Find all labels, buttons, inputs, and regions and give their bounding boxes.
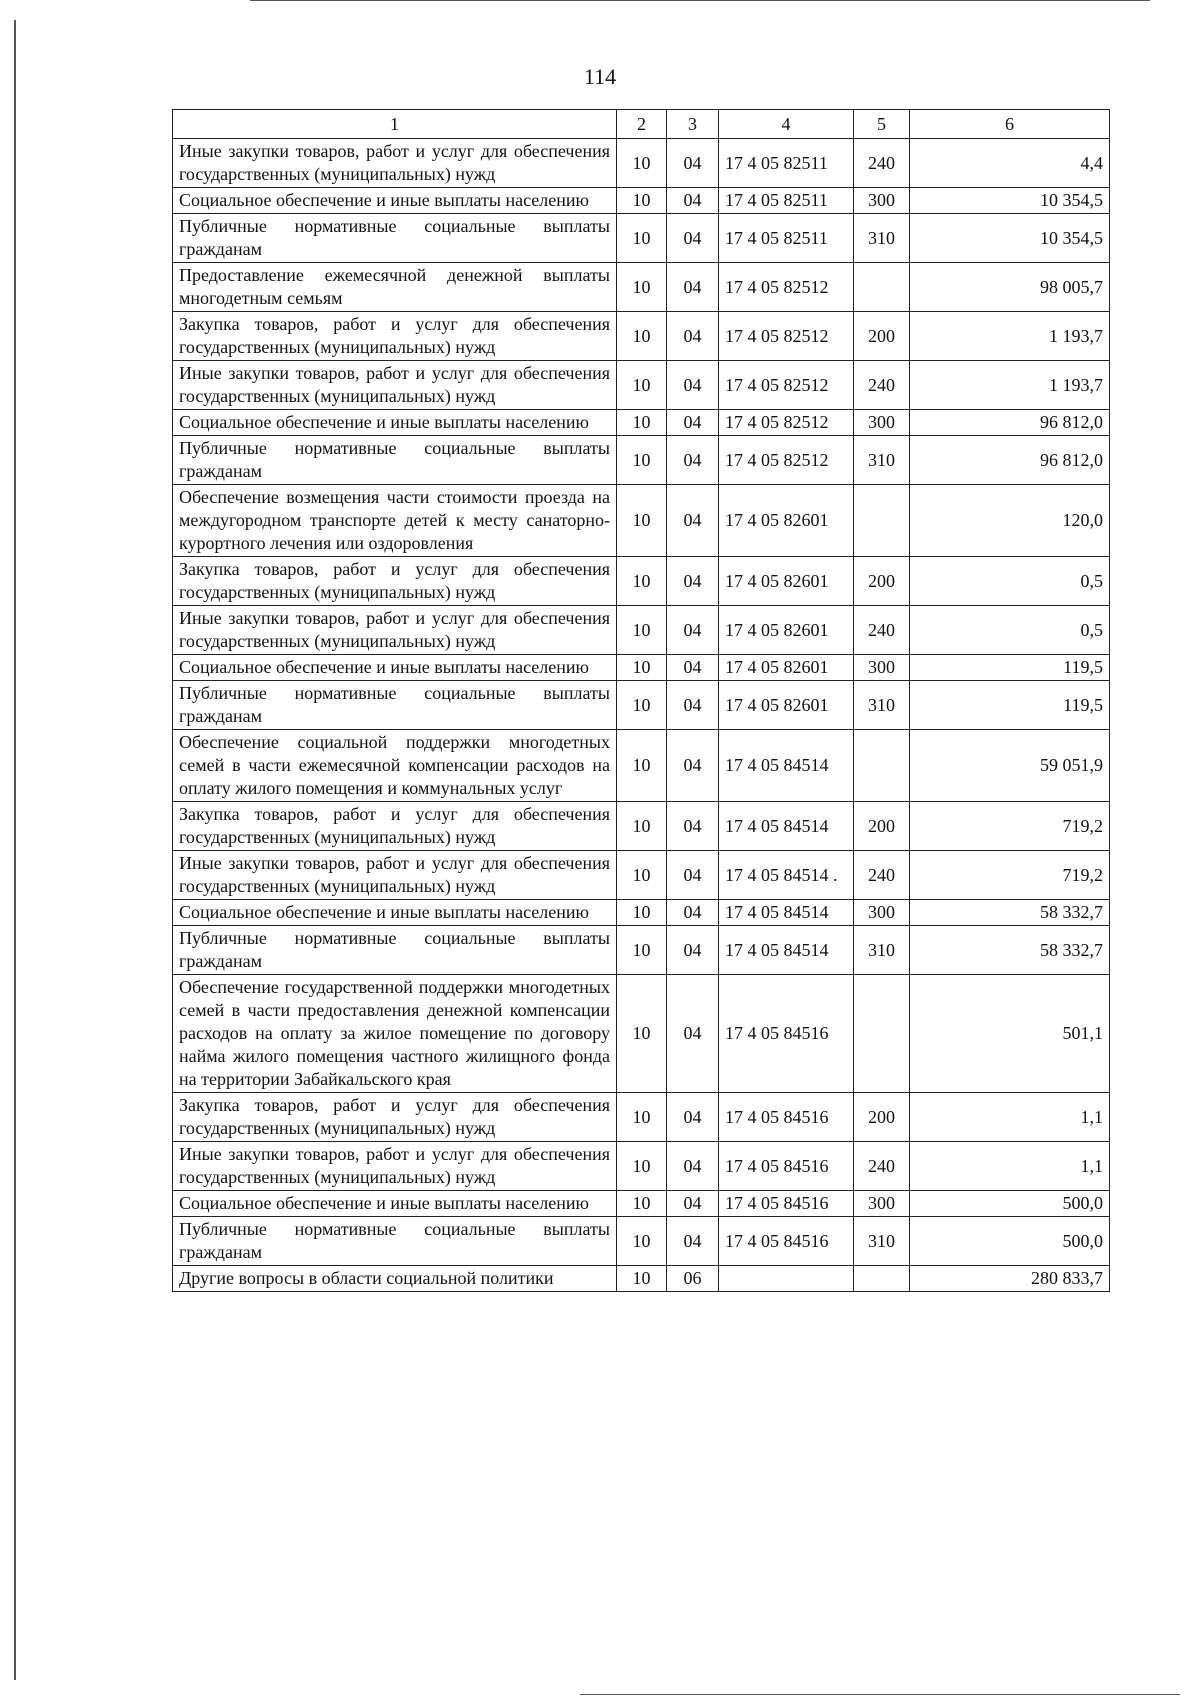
item-name: Иные закупки товаров, работ и услуг для обеспечения государственных (муниципальных) нужд (173, 606, 617, 655)
table-row (173, 139, 1110, 188)
expense-type-code: 300 (854, 655, 910, 681)
expense-type-code: 240 (854, 361, 910, 410)
section-code: 10 (617, 188, 667, 214)
expense-type-code: 240 (854, 851, 910, 900)
amount: 58 332,7 (910, 900, 1110, 926)
table-row (173, 975, 1110, 1093)
table-row (173, 900, 1110, 926)
expense-type-code: 300 (854, 410, 910, 436)
expense-type-code (854, 975, 910, 1093)
target-article-code (719, 1266, 854, 1292)
expense-type-code: 310 (854, 214, 910, 263)
item-name: Иные закупки товаров, работ и услуг для обеспечения государственных (муниципальных) нужд (173, 139, 617, 188)
target-article-code: 17 4 05 82601 (719, 681, 854, 730)
item-name: Закупка товаров, работ и услуг для обеспечения государственных (муниципальных) нужд (173, 802, 617, 851)
amount: 96 812,0 (910, 436, 1110, 485)
target-article-code: 17 4 05 82511 (719, 188, 854, 214)
table-row (173, 681, 1110, 730)
scan-edge-bottom (580, 1694, 1180, 1695)
header-col-2: 2 (617, 110, 667, 139)
budget-table (172, 109, 1110, 1292)
subsection-code: 06 (667, 1266, 719, 1292)
section-code: 10 (617, 975, 667, 1093)
subsection-code: 04 (667, 214, 719, 263)
expense-type-code: 310 (854, 681, 910, 730)
section-code: 10 (617, 1191, 667, 1217)
target-article-code: 17 4 05 84516 (719, 1191, 854, 1217)
amount: 0,5 (910, 557, 1110, 606)
section-code: 10 (617, 1266, 667, 1292)
subsection-code: 04 (667, 485, 719, 557)
amount: 719,2 (910, 851, 1110, 900)
item-name: Публичные нормативные социальные выплаты гражданам (173, 1217, 617, 1266)
section-code: 10 (617, 361, 667, 410)
section-code: 10 (617, 139, 667, 188)
table-row (173, 606, 1110, 655)
table-row (173, 557, 1110, 606)
subsection-code: 04 (667, 263, 719, 312)
expense-type-code (854, 1266, 910, 1292)
item-name: Социальное обеспечение и иные выплаты населению (173, 655, 617, 681)
item-name: Обеспечение возмещения части стоимости проезда на междугородном транспорте детей к месту санаторно-курортного лечения или оздоровления (173, 485, 617, 557)
expense-type-code: 240 (854, 1142, 910, 1191)
table-row (173, 1093, 1110, 1142)
item-name: Публичные нормативные социальные выплаты гражданам (173, 926, 617, 975)
subsection-code: 04 (667, 606, 719, 655)
subsection-code: 04 (667, 1191, 719, 1217)
table-row (173, 851, 1110, 900)
item-name: Социальное обеспечение и иные выплаты населению (173, 1191, 617, 1217)
subsection-code: 04 (667, 312, 719, 361)
section-code: 10 (617, 926, 667, 975)
subsection-code: 04 (667, 361, 719, 410)
table-row (173, 802, 1110, 851)
header-col-3: 3 (667, 110, 719, 139)
amount: 1,1 (910, 1142, 1110, 1191)
amount: 120,0 (910, 485, 1110, 557)
item-name: Публичные нормативные социальные выплаты гражданам (173, 214, 617, 263)
section-code: 10 (617, 681, 667, 730)
amount: 10 354,5 (910, 214, 1110, 263)
target-article-code: 17 4 05 84516 (719, 1142, 854, 1191)
subsection-code: 04 (667, 851, 719, 900)
section-code: 10 (617, 851, 667, 900)
table-row (173, 1142, 1110, 1191)
target-article-code: 17 4 05 82512 (719, 263, 854, 312)
subsection-code: 04 (667, 1217, 719, 1266)
amount: 500,0 (910, 1217, 1110, 1266)
subsection-code: 04 (667, 681, 719, 730)
table-header-row (173, 110, 1110, 139)
subsection-code: 04 (667, 436, 719, 485)
section-code: 10 (617, 1093, 667, 1142)
expense-type-code: 300 (854, 900, 910, 926)
item-name: Другие вопросы в области социальной политики (173, 1266, 617, 1292)
expense-type-code (854, 730, 910, 802)
amount: 280 833,7 (910, 1266, 1110, 1292)
table-row (173, 188, 1110, 214)
table-row (173, 263, 1110, 312)
table-row (173, 1191, 1110, 1217)
amount: 10 354,5 (910, 188, 1110, 214)
target-article-code: 17 4 05 82512 (719, 312, 854, 361)
expense-type-code (854, 485, 910, 557)
table-row (173, 312, 1110, 361)
expense-type-code: 200 (854, 1093, 910, 1142)
item-name: Закупка товаров, работ и услуг для обеспечения государственных (муниципальных) нужд (173, 312, 617, 361)
expense-type-code: 200 (854, 802, 910, 851)
subsection-code: 04 (667, 975, 719, 1093)
section-code: 10 (617, 606, 667, 655)
target-article-code: 17 4 05 82511 (719, 139, 854, 188)
item-name: Публичные нормативные социальные выплаты гражданам (173, 681, 617, 730)
amount: 4,4 (910, 139, 1110, 188)
amount: 0,5 (910, 606, 1110, 655)
item-name: Закупка товаров, работ и услуг для обеспечения государственных (муниципальных) нужд (173, 557, 617, 606)
item-name: Публичные нормативные социальные выплаты гражданам (173, 436, 617, 485)
section-code: 10 (617, 557, 667, 606)
item-name: Иные закупки товаров, работ и услуг для обеспечения государственных (муниципальных) нужд (173, 361, 617, 410)
amount: 1 193,7 (910, 361, 1110, 410)
section-code: 10 (617, 485, 667, 557)
amount: 500,0 (910, 1191, 1110, 1217)
expense-type-code: 310 (854, 926, 910, 975)
expense-type-code: 300 (854, 188, 910, 214)
table-row (173, 1217, 1110, 1266)
target-article-code: 17 4 05 82511 (719, 214, 854, 263)
target-article-code: 17 4 05 84514 . (719, 851, 854, 900)
amount: 119,5 (910, 681, 1110, 730)
table-row (173, 926, 1110, 975)
target-article-code: 17 4 05 84514 (719, 730, 854, 802)
target-article-code: 17 4 05 82601 (719, 557, 854, 606)
target-article-code: 17 4 05 84514 (719, 926, 854, 975)
subsection-code: 04 (667, 139, 719, 188)
target-article-code: 17 4 05 84516 (719, 1217, 854, 1266)
subsection-code: 04 (667, 730, 719, 802)
header-col-4: 4 (719, 110, 854, 139)
section-code: 10 (617, 1217, 667, 1266)
target-article-code: 17 4 05 82512 (719, 361, 854, 410)
table-row (173, 361, 1110, 410)
table-row (173, 730, 1110, 802)
amount: 1,1 (910, 1093, 1110, 1142)
subsection-code: 04 (667, 900, 719, 926)
expense-type-code: 310 (854, 1217, 910, 1266)
expense-type-code: 300 (854, 1191, 910, 1217)
subsection-code: 04 (667, 1093, 719, 1142)
table-row (173, 655, 1110, 681)
amount: 96 812,0 (910, 410, 1110, 436)
expense-type-code: 200 (854, 557, 910, 606)
page-number: 114 (583, 64, 617, 89)
amount: 58 332,7 (910, 926, 1110, 975)
amount: 1 193,7 (910, 312, 1110, 361)
item-name: Социальное обеспечение и иные выплаты населению (173, 410, 617, 436)
target-article-code: 17 4 05 82601 (719, 655, 854, 681)
target-article-code: 17 4 05 84516 (719, 975, 854, 1093)
amount: 501,1 (910, 975, 1110, 1093)
amount: 59 051,9 (910, 730, 1110, 802)
item-name: Обеспечение государственной поддержки многодетных семей в части предоставления денежной компенсации расходов на оплату за жилое помещение по договору найма жилого помещения частного жилищного фонда на территории Забайкальского края (173, 975, 617, 1093)
header-col-6: 6 (910, 110, 1110, 139)
section-code: 10 (617, 802, 667, 851)
header-col-1: 1 (173, 110, 617, 139)
subsection-code: 04 (667, 188, 719, 214)
table-row (173, 485, 1110, 557)
amount: 719,2 (910, 802, 1110, 851)
subsection-code: 04 (667, 655, 719, 681)
section-code: 10 (617, 730, 667, 802)
section-code: 10 (617, 410, 667, 436)
expense-type-code: 240 (854, 606, 910, 655)
expense-type-code: 310 (854, 436, 910, 485)
item-name: Социальное обеспечение и иные выплаты населению (173, 900, 617, 926)
subsection-code: 04 (667, 802, 719, 851)
item-name: Иные закупки товаров, работ и услуг для обеспечения государственных (муниципальных) нужд (173, 851, 617, 900)
target-article-code: 17 4 05 82512 (719, 436, 854, 485)
item-name: Обеспечение социальной поддержки многодетных семей в части ежемесячной компенсации расходов на оплату жилого помещения и коммунальных услуг (173, 730, 617, 802)
expense-type-code: 200 (854, 312, 910, 361)
amount: 119,5 (910, 655, 1110, 681)
subsection-code: 04 (667, 926, 719, 975)
item-name: Социальное обеспечение и иные выплаты населению (173, 188, 617, 214)
target-article-code: 17 4 05 82601 (719, 606, 854, 655)
table-row (173, 1266, 1110, 1292)
section-code: 10 (617, 312, 667, 361)
section-code: 10 (617, 655, 667, 681)
target-article-code: 17 4 05 84516 (719, 1093, 854, 1142)
item-name: Предоставление ежемесячной денежной выплаты многодетным семьям (173, 263, 617, 312)
table-row (173, 410, 1110, 436)
target-article-code: 17 4 05 82512 (719, 410, 854, 436)
section-code: 10 (617, 1142, 667, 1191)
scan-edge-top (250, 0, 1150, 1)
subsection-code: 04 (667, 1142, 719, 1191)
table-row (173, 436, 1110, 485)
item-name: Иные закупки товаров, работ и услуг для обеспечения государственных (муниципальных) нужд (173, 1142, 617, 1191)
subsection-code: 04 (667, 410, 719, 436)
expense-type-code (854, 263, 910, 312)
section-code: 10 (617, 214, 667, 263)
target-article-code: 17 4 05 82601 (719, 485, 854, 557)
item-name: Закупка товаров, работ и услуг для обеспечения государственных (муниципальных) нужд (173, 1093, 617, 1142)
expense-type-code: 240 (854, 139, 910, 188)
section-code: 10 (617, 900, 667, 926)
section-code: 10 (617, 436, 667, 485)
target-article-code: 17 4 05 84514 (719, 802, 854, 851)
scan-edge-left (14, 20, 16, 1680)
table-row (173, 214, 1110, 263)
subsection-code: 04 (667, 557, 719, 606)
target-article-code: 17 4 05 84514 (719, 900, 854, 926)
amount: 98 005,7 (910, 263, 1110, 312)
section-code: 10 (617, 263, 667, 312)
header-col-5: 5 (854, 110, 910, 139)
